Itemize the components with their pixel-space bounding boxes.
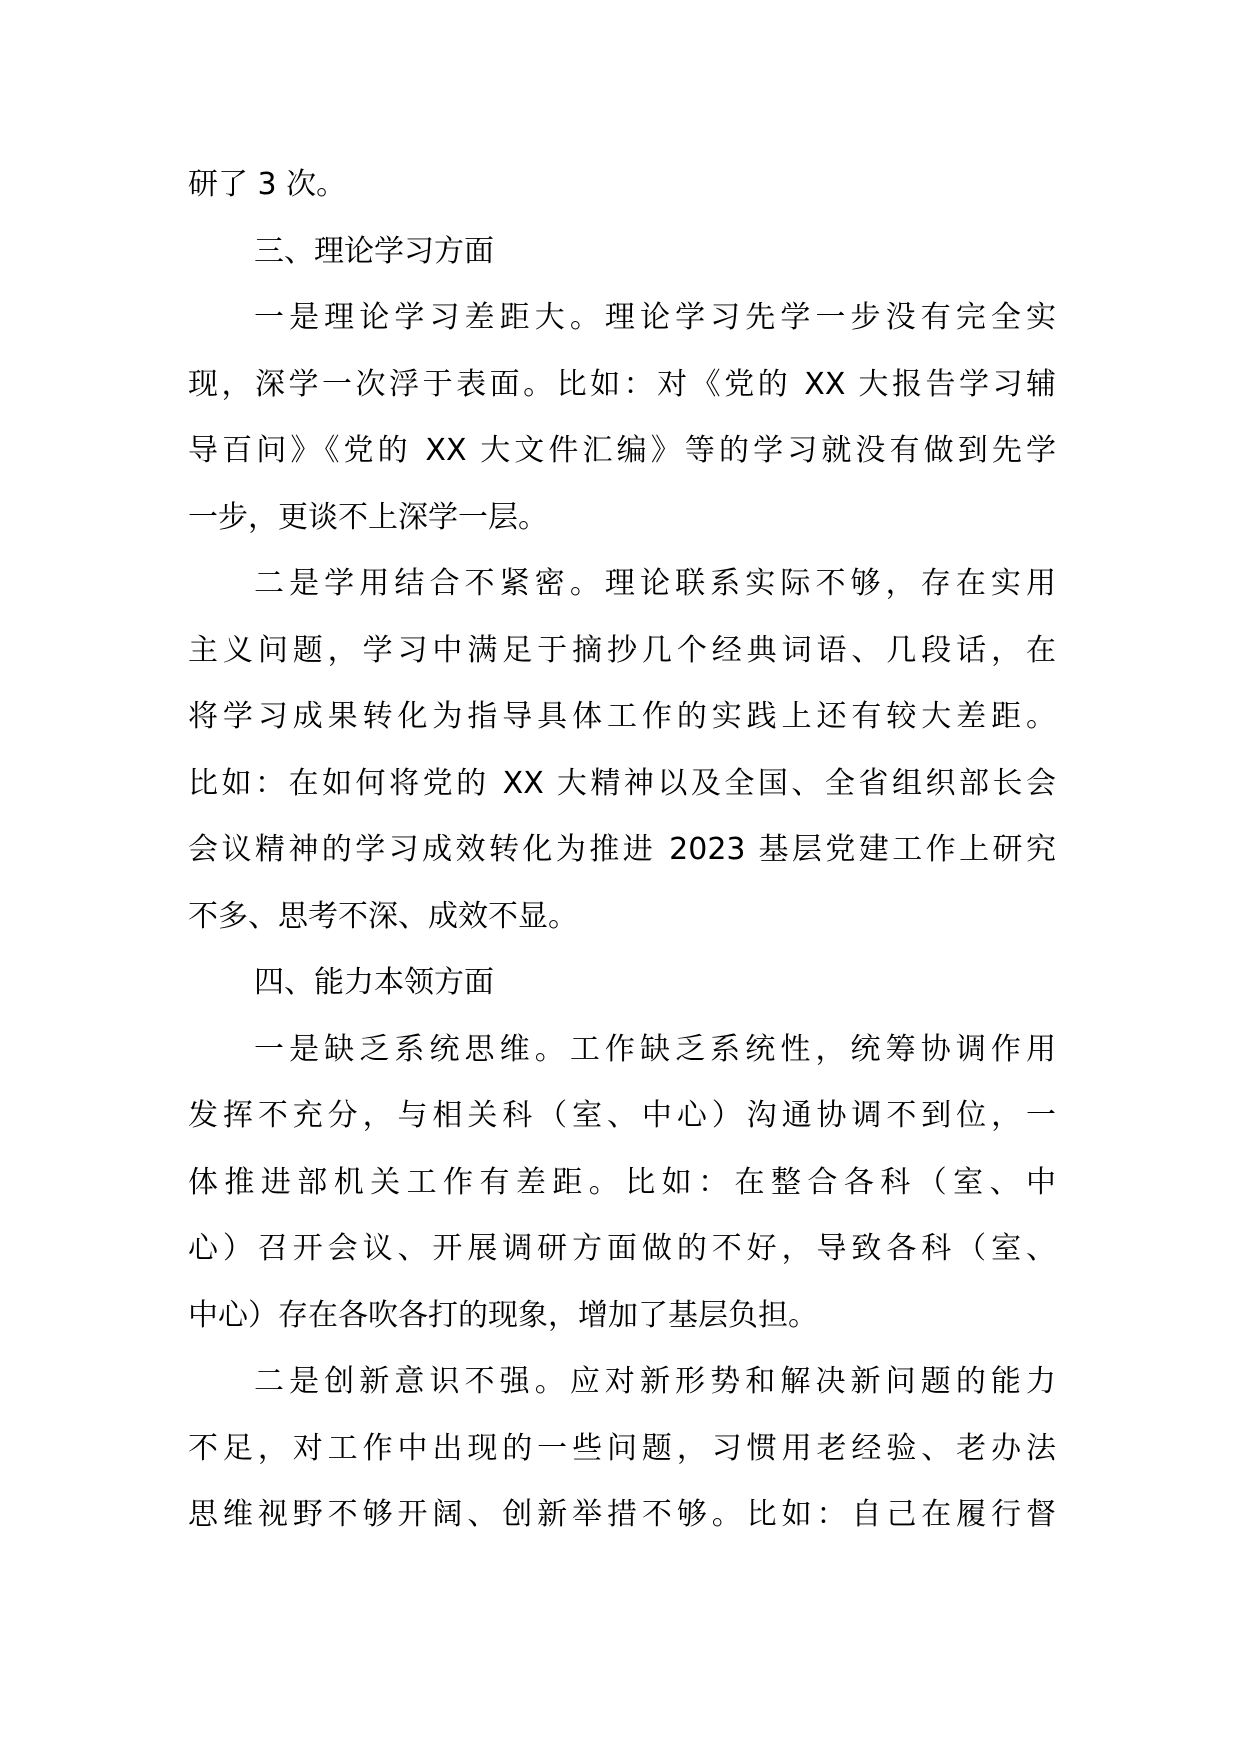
text-line: 比如：在如何将党的 XX 大精神以及全国、全省组织部长会 xyxy=(188,765,1056,801)
text-line: 不多、思考不深、成效不显。 xyxy=(188,898,578,934)
text-line: 将学习成果转化为指导具体工作的实践上还有较大差距。 xyxy=(188,699,1056,734)
paragraph-first-line: 一是理论学习差距大。理论学习先学一步没有完全实 xyxy=(254,300,1056,335)
section-heading: 三、理论学习方面 xyxy=(254,233,494,269)
text-line: 体推进部机关工作有差距。比如：在整合各科（室、中 xyxy=(188,1164,1056,1200)
section-heading: 四、能力本领方面 xyxy=(254,965,494,1000)
paragraph-first-line: 二是创新意识不强。应对新形势和解决新问题的能力 xyxy=(254,1364,1056,1399)
paragraph-first-line: 二是学用结合不紧密。理论联系实际不够，存在实用 xyxy=(254,566,1056,601)
text-line: 不足，对工作中出现的一些问题，习惯用老经验、老办法 xyxy=(188,1430,1056,1466)
text-line: 主义问题，学习中满足于摘抄几个经典词语、几段话，在 xyxy=(188,632,1056,668)
text-line: 现，深学一次浮于表面。比如：对《党的 XX 大报告学习辅 xyxy=(188,366,1056,402)
text-line: 中心）存在各吹各打的现象，增加了基层负担。 xyxy=(188,1297,818,1333)
paragraph-first-line: 一是缺乏系统思维。工作缺乏系统性，统筹协调作用 xyxy=(254,1031,1056,1067)
text-line: 导百问》《党的 XX 大文件汇编》等的学习就没有做到先学 xyxy=(188,433,1056,468)
text-line: 心）召开会议、开展调研方面做的不好，导致各科（室、 xyxy=(188,1231,1056,1266)
text-line: 一步，更谈不上深学一层。 xyxy=(188,499,548,535)
text-line: 发挥不充分，与相关科（室、中心）沟通协调不到位，一 xyxy=(188,1098,1056,1133)
document-body xyxy=(188,152,1056,1549)
text-line: 思维视野不够开阔、创新举措不够。比如：自己在履行督 xyxy=(188,1497,1056,1532)
text-line: 研了 3 次。 xyxy=(188,167,347,202)
text-line: 会议精神的学习成效转化为推进 2023 基层党建工作上研究 xyxy=(188,832,1056,867)
